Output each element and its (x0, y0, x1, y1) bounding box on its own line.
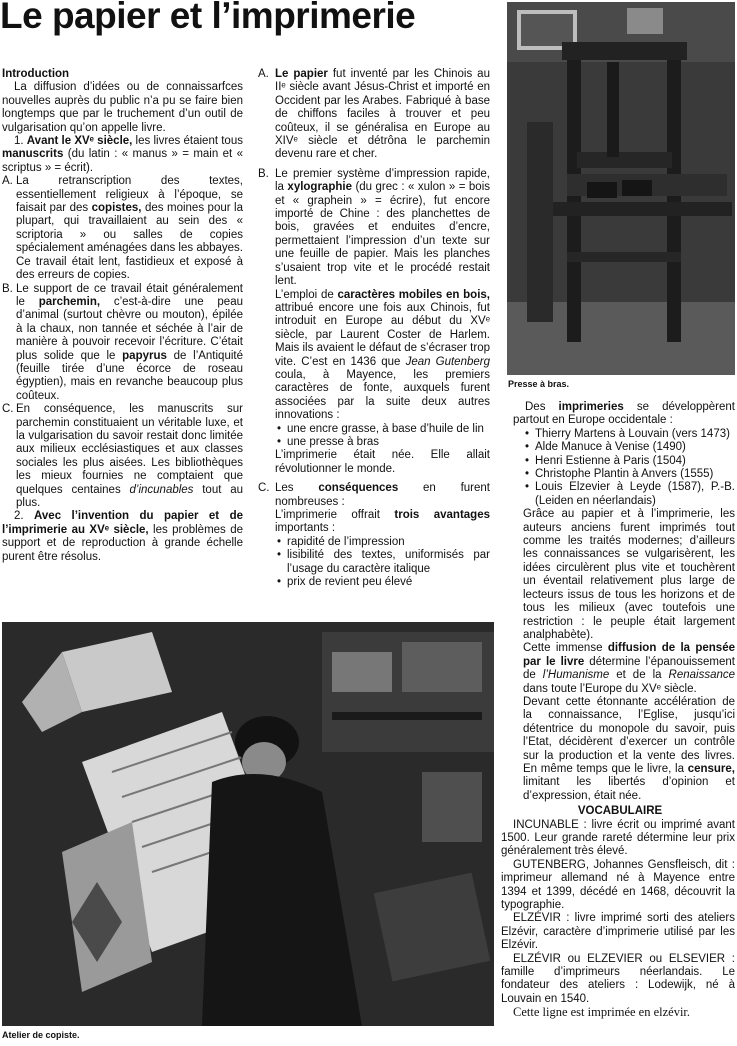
item-c-text: En conséquence, les manuscrits sur parchemin constituaient un véritable luxe, et la vulgarisation du savoir restait donc limitée aux milieux ecclésiastiques et aux classes sociales les plus aisées. Les bibliothèques les mieux fournies ne comptaient que quelques centaines (16, 403, 243, 496)
mid-item-c-text-3: L’imprimerie offrait (275, 509, 395, 521)
item-b-text-mid: c’est-à-dire une peau d’animal (surtout chèvre ou mouton), épilée à la chaux, non tannée et séchée à l’air de manière à pouvoir recevoir l’écriture. C’était plus solide que le (16, 295, 243, 362)
advantages-list (275, 536, 490, 590)
section-2-title: Avec l’invention du papier et de l’imprimerie au XVᵉ siècle, (2, 510, 243, 536)
item-b-letter: B. (2, 282, 13, 295)
right-para-1-term: imprimeries (558, 401, 624, 413)
vocab-entry: INCUNABLE : livre écrit ou imprimé avant 1500. Leur grande rareté détermine leur prix généralement très élevé. (501, 818, 735, 858)
press-illustration (507, 2, 735, 375)
mid-item-b-conclusion: L’imprimerie était née. Elle allait révolutionner le monde. (275, 449, 490, 475)
mid-item-c (258, 482, 490, 589)
left-column (2, 68, 243, 564)
innovations-list (275, 423, 490, 450)
section-2 (2, 510, 243, 564)
section-1-term: manuscrits (2, 148, 64, 161)
right-column (501, 401, 735, 1020)
elzevir-sample-line: Cette ligne est imprimée en elzévir. (513, 1005, 691, 1020)
mid-item-b-name: Jean Gutenberg (405, 355, 490, 368)
right-para-3-text-2: détermine l’épanouissement de (523, 655, 735, 682)
item-c-term: d’incunables (129, 483, 194, 496)
vocab-entry: ELZÉVIR : livre imprimé sorti des ateliers Elzévir, caractère d’imprimerie utilisé par les Elzévir. (501, 912, 735, 952)
list-item: • Henri Estienne à Paris (1504) (523, 455, 735, 468)
right-para-4-term: censure, (687, 762, 735, 775)
mid-item-b-letter: B. (258, 167, 269, 180)
list-item: • Thierry Martens à Louvain (vers 1473) (523, 428, 735, 441)
list-item: • Alde Manuce à Venise (1490) (523, 441, 735, 454)
section-1-text: les livres étaient tous (132, 135, 243, 148)
intro-heading: Introduction (2, 68, 70, 80)
printers-list (523, 428, 735, 508)
mid-item-c-para-2 (275, 509, 490, 536)
right-para-3 (523, 642, 735, 696)
intro-text: La diffusion d’idées ou de connaissarfces nouvelles auprès du public n’a pu se faire bien longtemps que par le truchement d’un outil de vulgarisation qu’on appelle livre. (2, 81, 243, 134)
right-para-1 (513, 401, 735, 428)
mid-item-b-text-2: (du grec : « xulon » = bois et « graphein » = écrire), fut encore importé de Chine : des planchettes de bois, gravées et enduites d’encre, permettaient l’impression d’un texte sur une feuille de papier. Mais les planches s’usaient trop vite et le procédé restait lent. (275, 181, 490, 288)
item-a-text: La retranscription des textes, essentiellement religieux à l’époque, se faisait par des (16, 175, 243, 215)
vocabulary-heading: VOCABULAIRE (577, 805, 663, 818)
mid-item-b-text-5: coula, à Mayence, les premiers caractères de fonte, auxquels furent associées par la suite deux autres innovations : (275, 368, 490, 422)
mid-item-b-text-3: L’emploi de (275, 288, 338, 301)
mid-item-b-text: Le premier système d’impression rapide, la (275, 167, 490, 194)
copyist-caption: Atelier de copiste. (2, 1030, 80, 1040)
mid-item-b-text-4: attribué encore une fois aux Chinois, fut introduit en Europe au début du XVᵉ siècle, par Laurent Coster de Harlem. Mais ils avaient le défaut de s’écraser trop vite. C’est en 1436 que (275, 301, 490, 368)
item-a (2, 175, 243, 282)
mid-item-c-text: Les (275, 482, 319, 495)
list-item: • prix de revient peu élevé (275, 576, 490, 589)
mid-item-a-letter: A. (258, 68, 269, 80)
right-para-4 (523, 696, 735, 803)
item-b-text: Le support de ce travail était généralement le (16, 282, 243, 308)
section-1 (2, 135, 243, 175)
item-a-letter: A. (2, 175, 13, 188)
item-b-term: parchemin, (38, 295, 101, 308)
right-para-2: Grâce au papier et à l’imprimerie, les auteurs anciens furent imprimés tout comme les traités modernes; d’ailleurs les connaissances se vulgarisèrent, les idées circulèrent plus vite et touchèrent un éventail relativement plus large de lecteurs issus de tous les horizons et de tous les milieux (avec toutefois une restriction : le peuple était largement analphabète). (523, 508, 735, 641)
mid-item-b (258, 168, 490, 476)
page-title: Le papier et l’imprimerie (0, 0, 416, 36)
item-b-term-2: papyrus (122, 349, 167, 362)
vocab-entry: GUTENBERG, Johannes Gensfleisch, dit : imprimeur allemand né à Mayence entre 1394 et 1399, décédé en 1468, découvrit la typographie. (501, 858, 735, 912)
right-para-4-text-end: limitant les libertés d’opinion et d’expression, était née. (523, 776, 735, 802)
list-item: • une encre grasse, à base d’huile de lin (275, 423, 490, 436)
item-b (2, 283, 243, 404)
mid-item-b-para-2 (275, 289, 490, 423)
list-item: • Christophe Plantin à Anvers (1555) (523, 468, 735, 481)
mid-item-c-letter: C. (258, 482, 270, 495)
item-c (2, 403, 243, 510)
vocab-entry: ELZÉVIR ou ELZEVIER ou ELSEVIER : famille d’imprimeurs néerlandais. Le fondateur des ateliers : Lodewijk, né à Louvain en 1540. (501, 952, 735, 1005)
right-para-3-humanisme: l’Humanisme (542, 669, 610, 682)
mid-item-b-term: xylographie (287, 181, 352, 194)
item-c-text-end: tout au plus. (16, 483, 243, 509)
list-item: • rapidité de l’impression (275, 536, 490, 549)
mid-item-c-term-2: trois avantages (394, 509, 490, 521)
section-2-number: 2. (14, 510, 24, 523)
right-para-4-text: Devant cette étonnante accélération de la connaissance, l’Eglise, jusqu’ici détentrice du monopole du savoir, puis l’Etat, décidèrent d’exercer un contrôle sur la production et la vente des livres. En même temps que le livre, la (523, 695, 735, 775)
right-para-3-text-4: dans toute l’Europe du XVᵉ siècle. (523, 682, 697, 695)
right-para-3-term: diffusion de la pensée par le livre (523, 642, 735, 668)
mid-item-c-text-2: en furent nombreuses : (275, 482, 490, 508)
mid-item-c-term: conséquences (318, 482, 399, 495)
mid-item-a-term: Le papier (275, 68, 328, 80)
copyist-illustration (2, 622, 494, 1026)
section-2-text: les problèmes de support et de reproduction à grande échelle purent être résolus. (2, 523, 243, 563)
right-para-3-text: Cette immense (523, 642, 608, 655)
right-para-1-text: Des (525, 401, 559, 413)
list-item: • lisibilité des textes, uniformisés par l’usage du caractère italique (275, 549, 490, 576)
section-1-title: Avant le XVᵉ siècle, (26, 135, 133, 148)
item-a-term: copistes, (91, 202, 142, 215)
section-1-text-end: (du latin : « manus » = main et « scriptus » = écrit). (2, 148, 243, 174)
section-1-number: 1. (14, 135, 24, 148)
press-caption: Presse à bras. (508, 379, 570, 389)
item-a-text-end: des moines pour la plupart, qui travaillaient au sein des « scriptoria » ou salles de copies spécialement aménagées dans les abbayes. Ce travail était lent, fastidieux et exposé à des erreurs de copies. (16, 202, 243, 282)
mid-item-b-term-2: caractères mobiles en bois, (337, 288, 490, 301)
list-item: • Louis Elzevier à Leyde (1587), P.-B. (Leiden en néerlandais) (523, 481, 735, 508)
press-photo (507, 2, 735, 375)
list-item: • une presse à bras (275, 436, 490, 449)
right-para-1-text-end: se développèrent partout en Europe occidentale : (513, 401, 735, 427)
mid-item-a-text: fut inventé par les Chinois au IIᵉ siècle avant Jésus-Christ et importé en Occident par les Arabes. Fabriqué à base de chiffons faciles à trouver et peu coûteux, il se généralisa en Europe au XIVᵉ siècle et détrôna le parchemin devenu rare et cher. (275, 68, 490, 161)
copyist-drawing (2, 622, 494, 1026)
right-para-3-renaissance: Renaissance (668, 669, 735, 682)
item-b-text-end: de l’Antiquité (feuille tirée d’une écorce de roseau égyptien), mais en revanche beaucoup plus coûteux. (16, 349, 243, 402)
right-para-3-text-3: et de la (609, 669, 669, 682)
item-c-letter: C. (2, 403, 14, 416)
middle-column (258, 68, 490, 589)
mid-item-c-text-4: importants : (275, 522, 336, 535)
mid-item-a (258, 68, 490, 162)
